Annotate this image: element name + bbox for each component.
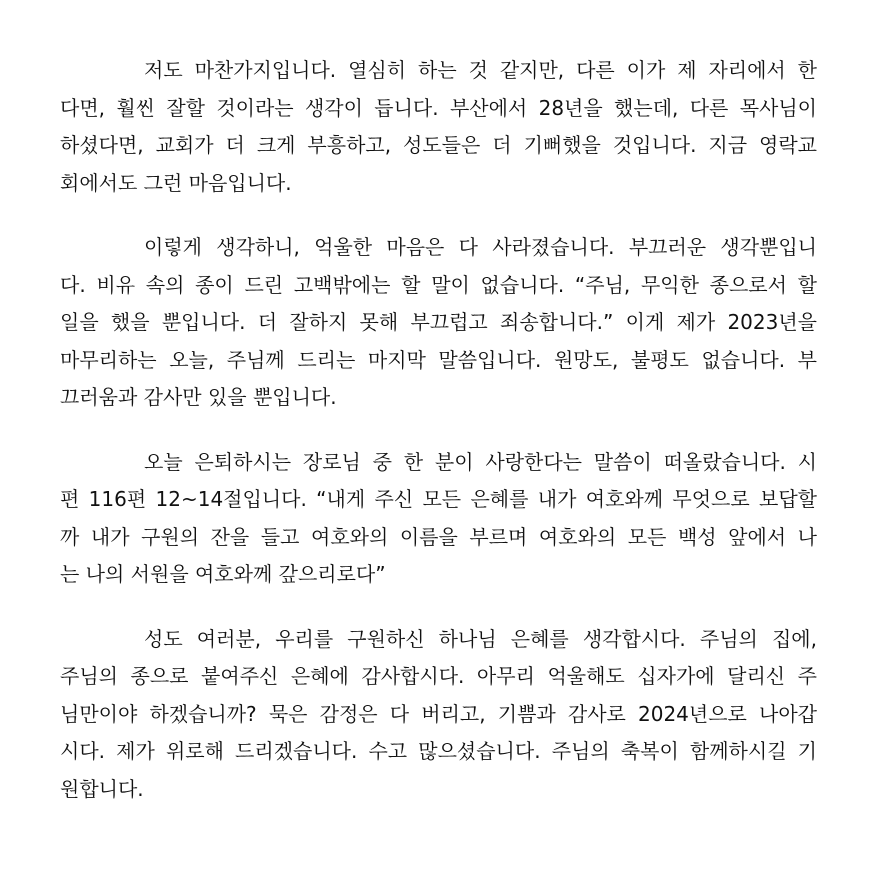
text-line: 마무리하는 오늘, 주님께 드리는 마지막 말씀입니다. 원망도, 불평도 없습니다. 부 — [60, 347, 817, 372]
text-line: 편 116편 12~14절입니다. “내게 주신 모든 은혜를 내가 여호와께 무엇으로 보답할 — [60, 487, 817, 511]
text-line: 회에서도 그런 마음입니다. — [60, 170, 292, 195]
paragraph-2 — [60, 229, 817, 417]
text-line: 는 나의 서원을 여호와께 갚으리로다” — [60, 562, 386, 586]
text-line: 다면, 훨씬 잘할 것이라는 생각이 듭니다. 부산에서 28년을 했는데, 다른 목사님이 — [60, 95, 817, 120]
paragraph-4 — [60, 621, 817, 809]
text-line: 저도 마찬가지입니다. 열심히 하는 것 같지만, 다른 이가 제 자리에서 한 — [144, 58, 817, 82]
text-line: 성도 여러분, 우리를 구원하신 하나님 은혜를 생각합시다. 주님의 집에, — [144, 626, 817, 651]
text-line: 오늘 은퇴하시는 장로님 중 한 분이 사랑한다는 말씀이 떠올랐습니다. 시 — [144, 449, 817, 474]
text-line: 일을 했을 뿐입니다. 더 잘하지 못해 부끄럽고 죄송합니다.” 이게 제가 2023년을 — [60, 310, 817, 334]
text-line: 하셨다면, 교회가 더 크게 부흥하고, 성도들은 더 기뻐했을 것입니다. 지금 영락교 — [60, 133, 817, 157]
paragraph-1 — [60, 52, 817, 202]
paragraph-3 — [60, 444, 817, 594]
text-line: 다. 비유 속의 종이 드린 고백밖에는 할 말이 없습니다. “주님, 무익한 종으로서 할 — [60, 272, 817, 297]
text-line: 이렇게 생각하니, 억울한 마음은 다 사라졌습니다. 부끄러운 생각뿐입니 — [144, 235, 817, 259]
text-line: 원합니다. — [60, 776, 144, 801]
text-line: 주님의 종으로 붙여주신 은혜에 감사합시다. 아무리 억울해도 십자가에 달리신 주 — [60, 664, 817, 688]
text-line: 끄러움과 감사만 있을 뿐입니다. — [60, 385, 337, 409]
text-line: 님만이야 하겠습니까? 묵은 감정은 다 버리고, 기쁨과 감사로 2024년으로 나아갑 — [60, 701, 817, 726]
document-page — [60, 52, 817, 835]
text-line: 까 내가 구원의 잔을 들고 여호와의 이름을 부르며 여호와의 모든 백성 앞에서 나 — [60, 524, 817, 549]
text-line: 시다. 제가 위로해 드리겠습니다. 수고 많으셨습니다. 주님의 축복이 함께하시길 기 — [60, 739, 817, 763]
